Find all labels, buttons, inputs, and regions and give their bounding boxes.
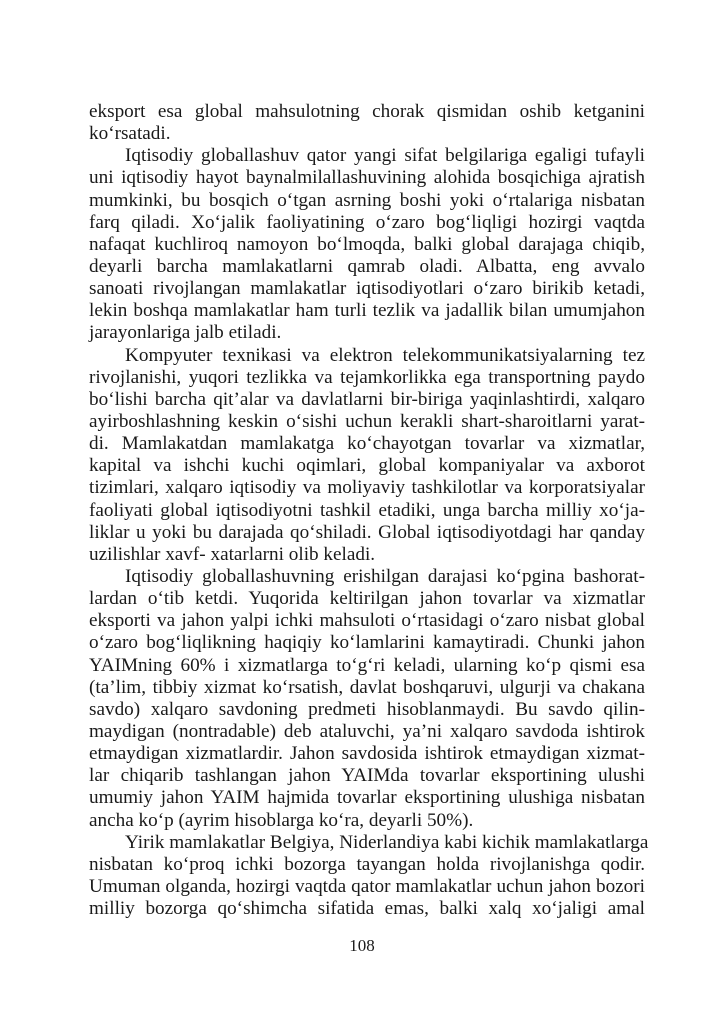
text-line: farq qiladi. Xo‘jalik faoliyatining o‘zaro bog‘liqligi hozirgi vaqtda	[89, 211, 645, 233]
text-line: lardan o‘tib ketdi. Yuqorida keltirilgan jahon tovarlar va xizmatlar	[89, 588, 645, 610]
text-line: umumiy jahon YAIM hajmida tovarlar eksportining ulushiga nisbatan	[89, 787, 645, 809]
text-line: rivojlanishi, yuqori tezlikka va tejamkorlikka ega transportning paydo	[89, 366, 645, 388]
text-line: ko‘rsatadi.	[89, 123, 171, 145]
text-line: uzilishlar xavf- xatarlarni olib keladi.	[89, 543, 376, 565]
text-line: tizimlari, xalqaro iqtisodiy va moliyaviy tashkilotlar va korporatsiyalar	[89, 477, 645, 499]
text-line: Iqtisodiy globallashuv qator yangi sifat belgilariga egaligi tufayli	[125, 145, 645, 167]
text-line: liklar u yoki bu darajada qo‘shiladi. Global iqtisodiyotdagi har qanday	[89, 521, 645, 543]
text-line: Yirik mamlakatlar Belgiya, Niderlandiya kabi kichik mamlakatlarga	[125, 831, 649, 853]
paragraph	[89, 101, 645, 145]
text-line: eksport esa global mahsulotning chorak qismidan oshib ketganini	[89, 101, 645, 122]
text-line: Iqtisodiy globallashuvning erishilgan darajasi ko‘pgina bashorat-	[125, 565, 645, 587]
paragraph	[89, 345, 645, 566]
text-line: jarayonlariga jalb etiladi.	[89, 322, 282, 344]
text-line: o‘zaro bog‘liqlikning haqiqiy ko‘lamlarini kamaytiradi. Chunki jahon	[89, 632, 645, 654]
text-line: maydigan (nontradable) deb ataluvchi, ya’ni xalqaro savdoda ishtirok	[89, 720, 645, 742]
text-line: bo‘lishi barcha qit’alar va davlatlarni bir-biriga yaqinlashtirdi, xalqaro	[89, 388, 645, 410]
paragraph	[89, 145, 645, 344]
text-line: lar chiqarib tashlangan jahon YAIMda tovarlar eksportining ulushi	[89, 765, 645, 787]
text-line: YAIMning 60% i xizmatlarga to‘g‘ri keladi, ularning ko‘p qismi esa	[89, 654, 645, 676]
text-line: ayirboshlashning keskin o‘sishi uchun kerakli shart-sharoitlarni yarat-	[89, 410, 645, 432]
text-line: nisbatan ko‘proq ichki bozorga tayangan holda rivojlanishga qodir.	[89, 853, 645, 875]
text-line: kapital va ishchi kuchi oqimlari, global kompaniyalar va axborot	[89, 455, 645, 477]
paragraph	[89, 566, 645, 832]
text-line: savdo) xalqaro savdoning predmeti hisoblanmaydi. Bu savdo qilin-	[89, 698, 645, 720]
text-line: lekin boshqa mamlakatlar ham turli tezlik va jadallik bilan umumjahon	[89, 300, 645, 322]
text-line: milliy bozorga qo‘shimcha sifatida emas, balki xalq xo‘jaligi amal	[89, 898, 645, 920]
text-line: ancha ko‘p (ayrim hisoblarga ko‘ra, deyarli 50%).	[89, 809, 474, 831]
text-line: Umuman olganda, hozirgi vaqtda qator mamlakatlar uchun jahon bozori	[89, 875, 645, 897]
text-line: eksporti va jahon yalpi ichki mahsuloti o‘rtasidagi o‘zaro nisbat global	[89, 610, 645, 632]
paragraph	[89, 831, 649, 921]
page-body-text	[89, 101, 649, 920]
text-line: uni iqtisodiy hayot baynalmilallashuvining alohida bosqichiga ajratish	[89, 167, 645, 189]
text-line: faoliyati global iqtisodiyotni tashkil etadiki, unga barcha milliy xo‘ja-	[89, 499, 645, 521]
text-line: sanoati rivojlangan mamlakatlar iqtisodiyotlari o‘zaro birikib ketadi,	[89, 278, 645, 300]
text-line: (ta’lim, tibbiy xizmat ko‘rsatish, davlat boshqaruvi, ulgurji va chakana	[89, 676, 645, 698]
text-line: di. Mamlakatdan mamlakatga ko‘chayotgan tovarlar va xizmatlar,	[89, 433, 645, 455]
text-line: Kompyuter texnikasi va elektron telekommunikatsiyalarning tez	[125, 344, 645, 366]
page-number: 108	[349, 936, 375, 955]
text-line: etmaydigan xizmatlardir. Jahon savdosida ishtirok etmaydigan xizmat-	[89, 743, 645, 765]
text-line: deyarli barcha mamlakatlarni qamrab oladi. Albatta, eng avvalo	[89, 255, 645, 277]
text-line: mumkinki, bu bosqich o‘tgan asrning boshi yoki o‘rtalariga nisbatan	[89, 189, 645, 211]
text-line: nafaqat kuchliroq namoyon bo‘lmoqda, balki global darajaga chiqib,	[89, 233, 645, 255]
